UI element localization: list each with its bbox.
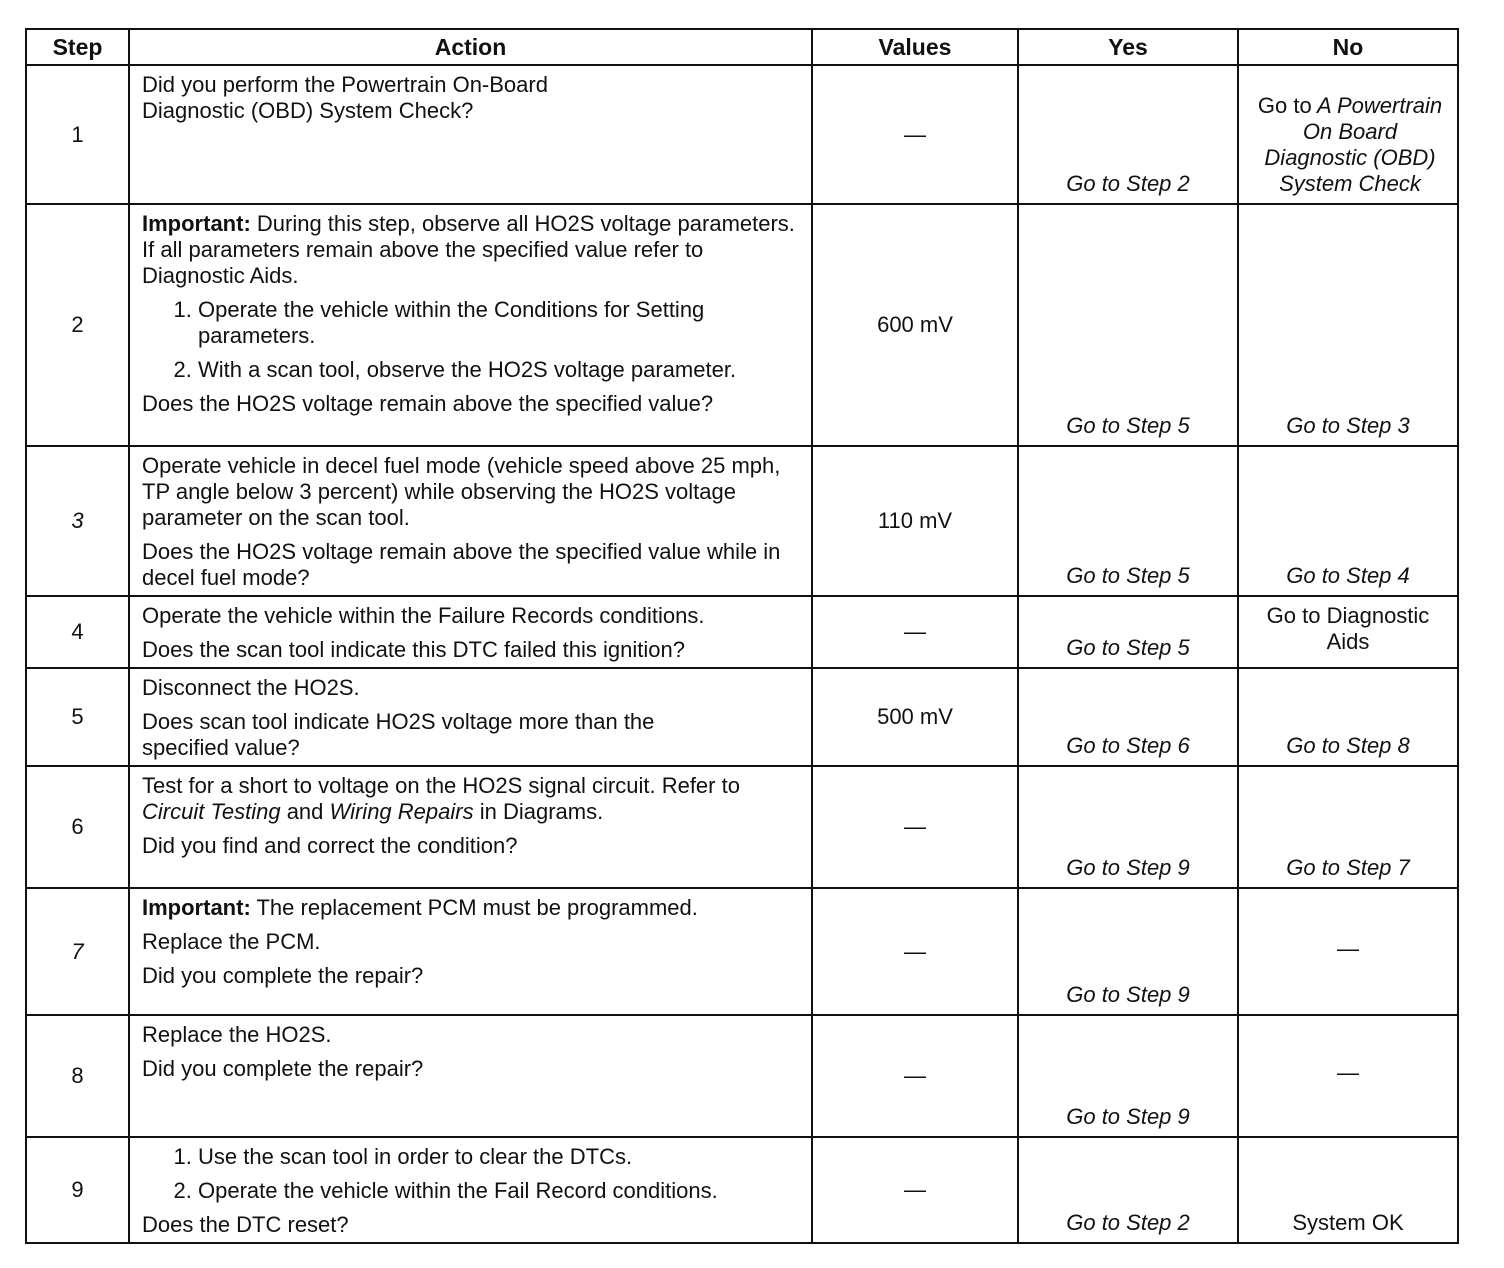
step-number: 5	[26, 668, 129, 766]
action-cell	[129, 766, 812, 888]
action-text: Replace the PCM.	[142, 929, 321, 954]
table-row	[26, 1137, 1458, 1243]
value-cell: —	[812, 65, 1018, 204]
action-text	[142, 773, 801, 825]
list-item: 2. Operate the vehicle within the Fail Record conditions.	[198, 1178, 801, 1204]
header-values: Values	[812, 29, 1018, 65]
no-cell: Go to Step 7	[1238, 766, 1458, 888]
table-row	[26, 766, 1458, 888]
important-note	[142, 895, 801, 921]
action-text-part: in Diagrams.	[473, 799, 604, 824]
no-cell: —	[1238, 1015, 1458, 1137]
list-item: 2. With a scan tool, observe the HO2S voltage parameter.	[198, 357, 801, 383]
wiring-repairs-ref: Wiring Repairs	[329, 799, 474, 824]
action-cell	[129, 65, 812, 204]
step-number: 4	[26, 596, 129, 668]
value-cell: 110 mV	[812, 446, 1018, 596]
value-cell: 500 mV	[812, 668, 1018, 766]
action-cell	[129, 204, 812, 446]
header-row	[26, 29, 1458, 65]
action-question: Does the HO2S voltage remain above the specified value while in decel fuel mode?	[142, 539, 781, 590]
no-prefix: Go to	[1257, 93, 1312, 118]
important-note	[142, 211, 801, 289]
action-question: Does the HO2S voltage remain above the specified value?	[142, 391, 714, 416]
no-cell: —	[1238, 888, 1458, 1015]
value-cell: —	[812, 1015, 1018, 1137]
table-row	[26, 668, 1458, 766]
step-number: 7	[26, 888, 129, 1015]
action-cell	[129, 1015, 812, 1137]
no-cell: Go to Step 8	[1238, 668, 1458, 766]
list-item: 1. Operate the vehicle within the Conditions for Setting parameters.	[198, 297, 801, 349]
value-cell: —	[812, 1137, 1018, 1243]
important-text: The replacement PCM must be programmed.	[250, 895, 698, 920]
important-text: During this step, observe all HO2S voltage parameters. If all parameters remain above the specified value refer to Diagnostic Aids.	[142, 211, 795, 288]
action-text-part: Test for a short to voltage on the HO2S signal circuit. Refer to	[142, 773, 740, 798]
header-action: Action	[129, 29, 812, 65]
step-number: 2	[26, 204, 129, 446]
no-cell: Go to Diagnostic Aids	[1238, 596, 1458, 668]
action-question: Does the DTC reset?	[142, 1212, 349, 1237]
step-number: 9	[26, 1137, 129, 1243]
header-yes: Yes	[1018, 29, 1238, 65]
action-question: Did you complete the repair?	[142, 1056, 424, 1081]
no-cell: System OK	[1238, 1137, 1458, 1243]
table-row	[26, 596, 1458, 668]
action-question: Does scan tool indicate HO2S voltage more than the specified value?	[142, 709, 655, 760]
header-step: Step	[26, 29, 129, 65]
yes-cell: Go to Step 9	[1018, 1015, 1238, 1137]
yes-cell: Go to Step 5	[1018, 204, 1238, 446]
step-number: 1	[26, 65, 129, 204]
diagnostic-table	[25, 28, 1459, 1244]
value-cell: 600 mV	[812, 204, 1018, 446]
value-cell: —	[812, 766, 1018, 888]
action-text: Operate vehicle in decel fuel mode (vehicle speed above 25 mph, TP angle below 3 percent) while observing the HO2S voltage parameter on the scan tool.	[142, 453, 781, 530]
table-row	[26, 888, 1458, 1015]
action-text: Replace the HO2S.	[142, 1022, 332, 1047]
action-question: Did you perform the Powertrain On-Board Diagnostic (OBD) System Check?	[142, 72, 548, 123]
yes-cell: Go to Step 9	[1018, 888, 1238, 1015]
action-cell	[129, 668, 812, 766]
yes-cell: Go to Step 6	[1018, 668, 1238, 766]
action-text: Disconnect the HO2S.	[142, 675, 360, 700]
yes-cell: Go to Step 5	[1018, 446, 1238, 596]
step-number: 8	[26, 1015, 129, 1137]
action-question: Did you find and correct the condition?	[142, 833, 518, 858]
yes-cell: Go to Step 9	[1018, 766, 1238, 888]
table-row	[26, 65, 1458, 204]
step-number: 6	[26, 766, 129, 888]
no-link-text: A Powertrain On Board Diagnostic (OBD) System Check	[1264, 93, 1443, 196]
step-number: 3	[26, 446, 129, 596]
no-cell: Go to Step 4	[1238, 446, 1458, 596]
no-cell: Go to Step 3	[1238, 204, 1458, 446]
action-text: Operate the vehicle within the Failure Records conditions.	[142, 603, 705, 628]
header-no: No	[1238, 29, 1458, 65]
list-item: 1. Use the scan tool in order to clear the DTCs.	[198, 1144, 801, 1170]
yes-cell: Go to Step 2	[1018, 1137, 1238, 1243]
yes-cell: Go to Step 5	[1018, 596, 1238, 668]
no-cell	[1238, 65, 1458, 204]
action-text-part: and	[280, 799, 330, 824]
action-question: Did you complete the repair?	[142, 963, 424, 988]
step-list	[142, 297, 801, 383]
value-cell: —	[812, 596, 1018, 668]
yes-cell: Go to Step 2	[1018, 65, 1238, 204]
value-cell: —	[812, 888, 1018, 1015]
action-cell	[129, 888, 812, 1015]
action-cell	[129, 446, 812, 596]
action-cell	[129, 1137, 812, 1243]
table-row	[26, 1015, 1458, 1137]
table-row	[26, 446, 1458, 596]
circuit-testing-ref: Circuit Testing	[142, 799, 281, 824]
important-label: Important:	[142, 211, 251, 236]
step-list	[142, 1144, 801, 1204]
table-row	[26, 204, 1458, 446]
action-question: Does the scan tool indicate this DTC failed this ignition?	[142, 637, 685, 662]
action-cell	[129, 596, 812, 668]
important-label: Important:	[142, 895, 251, 920]
